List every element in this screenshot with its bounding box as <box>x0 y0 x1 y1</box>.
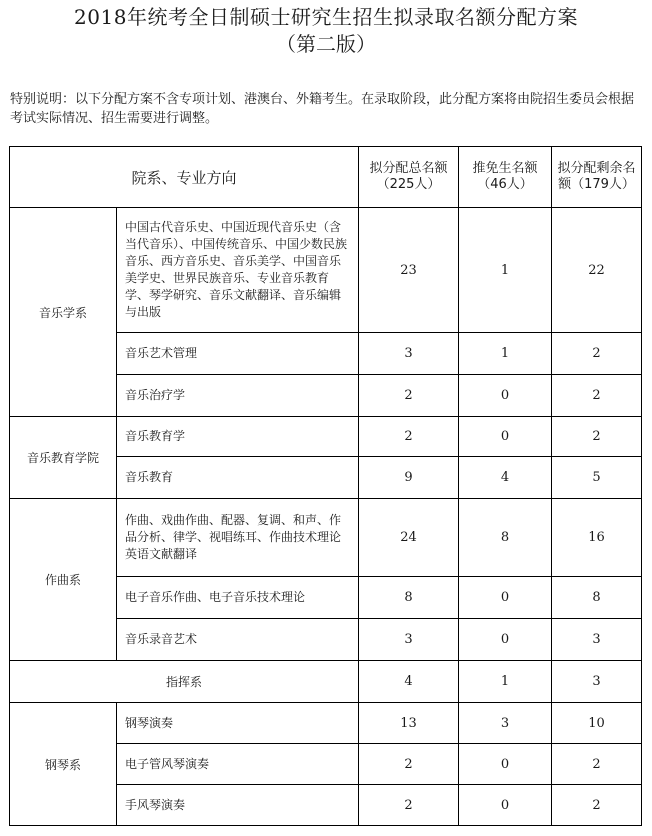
exempt-cell: 4 <box>459 457 552 499</box>
total-cell: 2 <box>359 417 459 457</box>
exempt-cell: 3 <box>459 703 552 744</box>
major-cell: 音乐教育学 <box>117 417 359 457</box>
page-subtitle: （第二版） <box>276 32 376 56</box>
remaining-cell: 2 <box>552 417 642 457</box>
remaining-cell: 8 <box>552 577 642 619</box>
dept-cell: 钢琴系 <box>10 703 117 826</box>
dept-cell: 音乐学系 <box>10 208 117 417</box>
exempt-cell: 0 <box>459 417 552 457</box>
total-cell: 2 <box>359 785 459 826</box>
header-dept-major: 院系、专业方向 <box>10 147 359 208</box>
table-row <box>10 499 642 577</box>
exempt-cell: 1 <box>459 333 552 375</box>
header-total: 拟分配总名额（225人） <box>359 147 459 208</box>
major-cell: 音乐录音艺术 <box>117 619 359 661</box>
major-cell: 电子管风琴演奏 <box>117 744 359 785</box>
total-cell: 9 <box>359 457 459 499</box>
remaining-cell: 10 <box>552 703 642 744</box>
major-cell: 音乐教育 <box>117 457 359 499</box>
dept-cell: 音乐教育学院 <box>10 417 117 499</box>
exempt-cell: 0 <box>459 744 552 785</box>
remaining-cell: 3 <box>552 661 642 703</box>
total-cell: 4 <box>359 661 459 703</box>
exempt-cell: 0 <box>459 375 552 417</box>
total-cell: 2 <box>359 375 459 417</box>
special-note: 特别说明：以下分配方案不含专项计划、港澳台、外籍考生。在录取阶段，此分配方案将由院招生委员会根据考试实际情况、招生需要进行调整。 <box>10 92 635 126</box>
total-cell: 3 <box>359 619 459 661</box>
exempt-cell: 0 <box>459 577 552 619</box>
remaining-cell: 2 <box>552 785 642 826</box>
exempt-cell: 1 <box>459 661 552 703</box>
remaining-cell: 5 <box>552 457 642 499</box>
exempt-cell: 8 <box>459 499 552 577</box>
exempt-cell: 1 <box>459 208 552 333</box>
major-cell: 钢琴演奏 <box>117 703 359 744</box>
remaining-cell: 16 <box>552 499 642 577</box>
total-cell: 23 <box>359 208 459 333</box>
header-exempt: 推免生名额（46人） <box>459 147 552 208</box>
major-cell: 音乐治疗学 <box>117 375 359 417</box>
major-cell: 中国古代音乐史、中国近现代音乐史（含当代音乐）、中国传统音乐、中国少数民族音乐、西方音乐史、音乐美学、中国音乐美学史、世界民族音乐、专业音乐教育学、琴学研究、音乐文献翻译、音乐编辑与出版 <box>117 208 359 333</box>
table-row <box>10 703 642 744</box>
remaining-cell: 2 <box>552 744 642 785</box>
total-cell: 2 <box>359 744 459 785</box>
major-cell: 音乐艺术管理 <box>117 333 359 375</box>
total-cell: 24 <box>359 499 459 577</box>
total-cell: 3 <box>359 333 459 375</box>
remaining-cell: 2 <box>552 333 642 375</box>
remaining-cell: 3 <box>552 619 642 661</box>
major-cell: 手风琴演奏 <box>117 785 359 826</box>
remaining-cell: 22 <box>552 208 642 333</box>
quota-table <box>9 146 642 826</box>
header-remaining: 拟分配剩余名额（179人） <box>552 147 642 208</box>
exempt-cell: 0 <box>459 785 552 826</box>
total-cell: 13 <box>359 703 459 744</box>
total-cell: 8 <box>359 577 459 619</box>
major-cell: 作曲、戏曲作曲、配器、复调、和声、作品分析、律学、视唱练耳、作曲技术理论英语文献翻译 <box>117 499 359 577</box>
exempt-cell: 0 <box>459 619 552 661</box>
table-row <box>10 208 642 333</box>
dept-cell: 作曲系 <box>10 499 117 661</box>
page-title: 2018年统考全日制硕士研究生招生拟录取名额分配方案 <box>74 5 578 29</box>
dept-cell: 指挥系 <box>10 661 359 703</box>
remaining-cell: 2 <box>552 375 642 417</box>
table-row <box>10 417 642 457</box>
table-row <box>10 661 642 703</box>
major-cell: 电子音乐作曲、电子音乐技术理论 <box>117 577 359 619</box>
